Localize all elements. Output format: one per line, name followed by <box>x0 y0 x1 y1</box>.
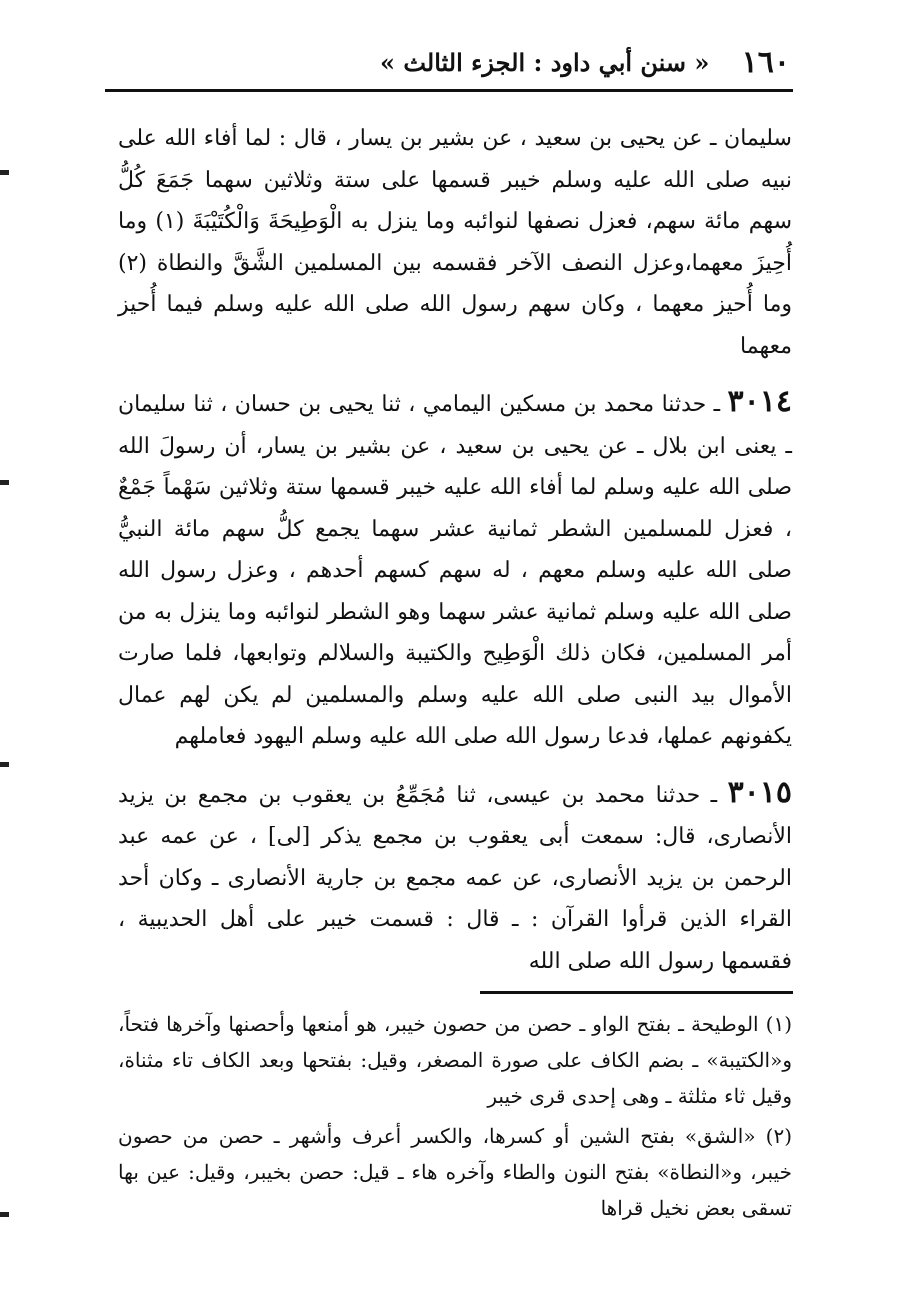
footnotes <box>118 1006 792 1226</box>
header-rule <box>105 89 793 92</box>
footnote-2: (٢) «الشق» بفتح الشين أو كسرها، والكسر أعرف وأشهر ـ حصن من حصون خيبر، و«النطاة» بفتح النون والطاء وآخره هاء ـ قيل: حصن بخيبر، وقيل: عين بها تسقى بعض نخيل قراها <box>118 1124 792 1220</box>
scan-edge-mark <box>0 1212 9 1217</box>
footnote-1: (١) الوطيحة ـ بفتح الواو ـ حصن من حصون خيبر، هو أمنعها وأحصنها وآخرها فتحاً، و«الكتيبة» ـ بضم الكاف على صورة المصغر، وقيل: بفتحها وبعد الكاف تاء مثناة، وقيل ثاء مثلثة ـ وهى إحدى قرى خيبر <box>118 1012 792 1108</box>
hadith-3014 <box>118 381 792 758</box>
paragraph-text: ـ حدثنا محمد بن عيسى، ثنا مُجَمِّعُ بن يعقوب بن مجمع بن يزيد الأنصارى، قال: سمعت أبى يعقوب بن مجمع يذكر [لى] ، عن عمه عبد الرحمن بن يزيد الأنصارى، عن عمه مجمع بن جارية الأنصارى ـ وكان أحد القراء الذين قرأوا القرآن : ـ قال : قسمت خيبر على أهل الحديبية ، فقسمها رسول الله صلى الله <box>118 782 792 974</box>
paragraph-text: سليمان ـ عن يحيى بن سعيد ، عن بشير بن يسار ، قال : لما أفاء الله على نبيه صلى الله عليه وسلم خيبر قسمها على ستة وثلاثين سهما جَمَعَ كُلُّ سهم مائة سهم، فعزل نصفها لنوائبه وما ينزل به الْوَطِيحَةَ وَالْكُتَيْبَةَ (١) وما أُحِيزَ معهما،وعزل النصف الآخر فقسمه بين المسلمين الشَّقَّ والنطاة (٢) وما أُحيز معهما ، وكان سهم رسول الله صلى الله عليه وسلم فيما أُحيز معهما <box>118 126 793 359</box>
hadith-3015 <box>118 772 792 983</box>
scan-edge-mark <box>0 170 9 175</box>
paragraph-continuation <box>118 118 792 367</box>
paragraph-text: ـ حدثنا محمد بن مسكين اليمامي ، ثنا يحيى بن حسان ، ثنا سليمان ـ يعنى ابن بلال ـ عن يحيى بن سعيد ، عن بشير بن يسار، أن رسولَ الله صلى الله عليه وسلم لما أفاء الله عليه خيبر قسمها ستة وثلاثين سَهْماً جَمْعٌ ، فعزل للمسلمين الشطر ثمانية عشر سهما يجمع كلُّ سهم مائة النبيُّ صلى الله عليه وسلم معهم ، له سهم كسهم أحدهم ، وعزل رسول الله صلى الله عليه وسلم ثمانية عشر سهما وهو الشطر لنوائبه وما ينزل به من أمر المسلمين، فكان ذلك الْوَطِيح والكتيبة والسلالم وتوابعها، فلما صارت الأموال بيد النبى صلى الله عليه وسلم والمسلمين لم يكن لهم عمال يكفونهم عملها، فدعا رسول الله صلى الله عليه وسلم اليهود فعاملهم <box>118 392 792 749</box>
scan-edge-mark <box>0 480 9 485</box>
main-text <box>118 118 792 982</box>
running-head: « سنن أبي داود : الجزء الثالث » <box>380 47 710 77</box>
hadith-number: ٣٠١٤ <box>727 384 792 419</box>
page-number: ١٦٠ <box>741 44 790 80</box>
page-header <box>110 40 790 84</box>
footnote-rule <box>480 991 793 994</box>
hadith-number: ٣٠١٥ <box>727 774 793 810</box>
scan-edge-mark <box>0 762 9 767</box>
